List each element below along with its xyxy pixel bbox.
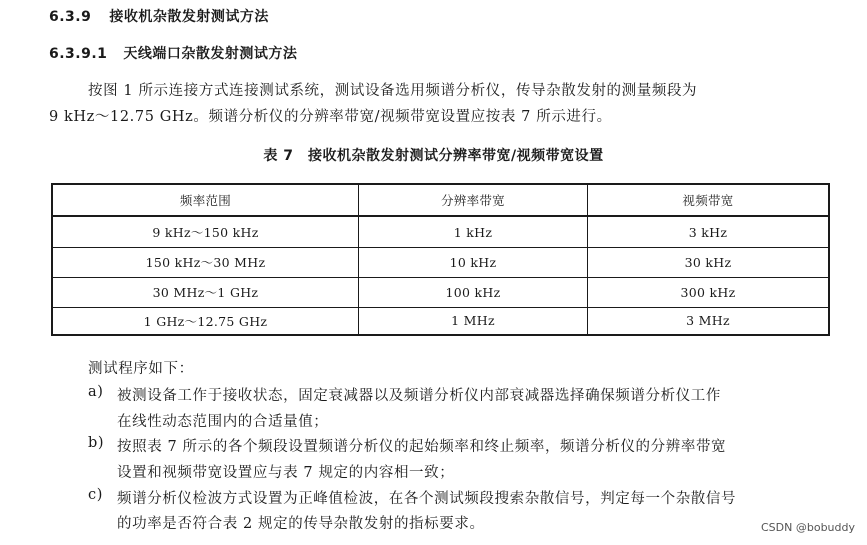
table-row (53, 277, 828, 308)
subsection-number: 6.3.9.1 (49, 46, 108, 62)
cell-resolution-bandwidth: 100 kHz (358, 277, 587, 307)
table-caption: 表 7 接收机杂散发射测试分辨率带宽/视频带宽设置 (263, 148, 604, 164)
subsection-heading (49, 43, 297, 63)
subsection-title: 天线端口杂散发射测试方法 (123, 46, 298, 62)
table-row (53, 307, 828, 334)
bandwidth-table (51, 183, 830, 336)
header-frequency-range: 频率范围 (179, 193, 232, 208)
procedure-item-b-label: b) (88, 435, 105, 451)
procedure-item-c-line-1: 频谱分析仪检波方式设置为正峰值检波，在各个测试频段搜索杂散信号，判定每一个杂散信号 (117, 491, 737, 507)
procedure-item-a-line-1: 被测设备工作于接收状态，固定衰减器以及频谱分析仪内部衰减器选择确保频谱分析仪工作 (117, 388, 721, 404)
section-heading (49, 6, 269, 26)
table-row (53, 247, 828, 278)
section-title: 接收机杂散发射测试方法 (109, 9, 269, 25)
cell-resolution-bandwidth: 10 kHz (358, 247, 587, 277)
intro-line-1: 按图 1 所示连接方式连接测试系统，测试设备选用频谱分析仪，传导杂散发射的测量频段为 (88, 83, 698, 99)
intro-line-2: 9 kHz～12.75 GHz。频谱分析仪的分辨率带宽/视频带宽设置应按表 7 所示进行。 (49, 109, 612, 125)
section-number: 6.3.9 (49, 9, 92, 25)
csdn-watermark: CSDN @bobuddy (761, 521, 855, 534)
cell-frequency-range: 9 kHz～150 kHz (152, 225, 259, 240)
cell-resolution-bandwidth: 1 kHz (358, 217, 587, 247)
cell-video-bandwidth: 3 MHz (587, 307, 828, 334)
procedure-item-b-line-2: 设置和视频带宽设置应与表 7 规定的内容相一致； (117, 465, 455, 481)
cell-video-bandwidth: 30 kHz (587, 247, 828, 277)
procedure-item-a-label: a) (88, 384, 104, 400)
procedure-heading: 测试程序如下： (88, 361, 194, 377)
cell-frequency-range: 1 GHz～12.75 GHz (143, 313, 268, 329)
procedure-item-c-label: c) (88, 487, 103, 503)
cell-frequency-range: 150 kHz～30 MHz (145, 255, 266, 270)
cell-resolution-bandwidth: 1 MHz (358, 307, 587, 334)
procedure-item-b-line-1: 按照表 7 所示的各个频段设置频谱分析仪的起始频率和终止频率，频谱分析仪的分辨率带宽 (117, 439, 727, 455)
header-resolution-bandwidth: 分辨率带宽 (358, 185, 587, 215)
cell-frequency-range: 30 MHz～1 GHz (152, 285, 259, 300)
procedure-item-c-line-2: 的功率是否符合表 2 规定的传导杂散发射的指标要求。 (117, 516, 485, 532)
cell-video-bandwidth: 300 kHz (587, 277, 828, 307)
header-video-bandwidth: 视频带宽 (587, 185, 828, 215)
table-header-row (53, 185, 828, 217)
table-row (53, 217, 828, 248)
procedure-item-a-line-2: 在线性动态范围内的合适量值； (117, 414, 329, 430)
cell-video-bandwidth: 3 kHz (587, 217, 828, 247)
